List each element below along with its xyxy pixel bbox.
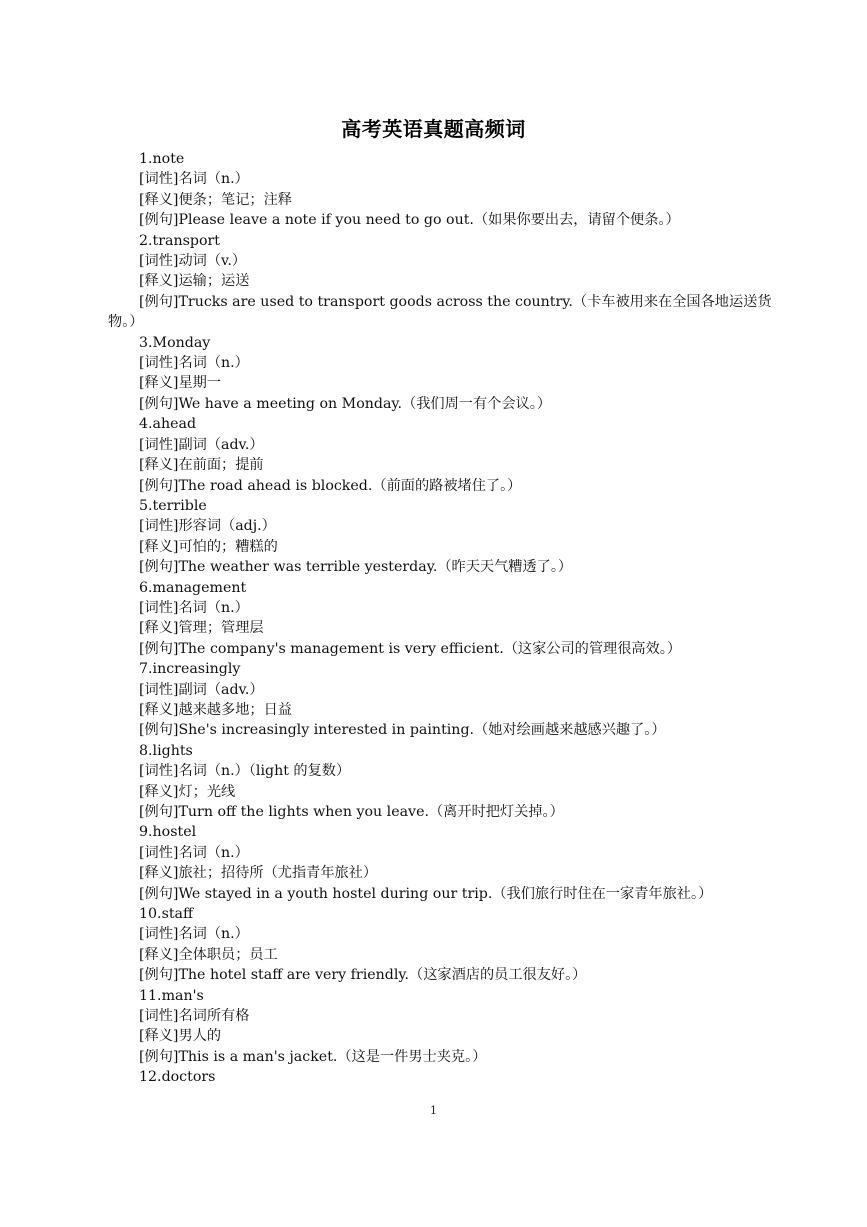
entry-word: 9.hostel xyxy=(139,824,197,841)
entry-meaning: [释义]管理；管理层 xyxy=(139,620,264,637)
entry-word: 12.doctors xyxy=(139,1069,216,1086)
entry-example: [例句]We have a meeting on Monday.（我们周一有个会议。） xyxy=(139,395,552,412)
entry-part-of-speech: [词性]名词（n.） xyxy=(139,355,249,372)
entry-word: 8.lights xyxy=(139,742,193,759)
entry-example: [例句]The weather was terrible yesterday.（昨天天气糟透了。） xyxy=(139,559,573,576)
entry-meaning: [释义]男人的 xyxy=(139,1028,222,1045)
entry-meaning: [释义]旅社；招待所（尤指青年旅社） xyxy=(139,865,378,882)
entry-example: [例句]She's increasingly interested in painting.（她对绘画越来越感兴趣了。） xyxy=(139,722,666,739)
entry-word: 10.staff xyxy=(139,906,194,923)
entry-part-of-speech: [词性]名词（n.） xyxy=(139,171,249,188)
vocab-entry xyxy=(108,578,776,660)
entry-example: [例句]The company's management is very efficient.（这家公司的管理很高效。） xyxy=(139,640,682,657)
page-number: 1 xyxy=(430,1104,437,1117)
entry-meaning: [释义]在前面；提前 xyxy=(139,457,264,474)
vocab-entry xyxy=(108,659,776,741)
entry-example: [例句]Turn off the lights when you leave.（离开时把灯关掉。） xyxy=(139,804,564,820)
entry-example: [例句]The road ahead is blocked.（前面的路被堵住了。） xyxy=(139,477,522,494)
entry-meaning: [释义]越来越多地；日益 xyxy=(139,701,292,718)
entry-part-of-speech: [词性]副词（adv.） xyxy=(139,681,264,698)
entry-meaning: [释义]灯；光线 xyxy=(139,783,236,800)
vocab-entry xyxy=(108,231,776,333)
entry-example: [例句]Please leave a note if you need to go out.（如果你要出去，请留个便条。） xyxy=(139,212,680,229)
entry-word: 6.management xyxy=(139,579,247,596)
entry-word: 5.terrible xyxy=(139,497,207,514)
entry-word: 7.increasingly xyxy=(139,661,241,678)
vocab-entry xyxy=(108,741,776,823)
entry-part-of-speech: [词性]副词（adv.） xyxy=(139,436,264,453)
entry-part-of-speech: [词性]形容词（adj.） xyxy=(139,518,276,535)
entry-part-of-speech: [词性]动词（v.） xyxy=(139,253,247,270)
vocab-entry xyxy=(108,149,776,231)
entry-meaning: [释义]便条；笔记；注释 xyxy=(139,191,292,208)
entry-meaning: [释义]运输；运送 xyxy=(139,273,250,290)
entry-word: 3.Monday xyxy=(139,334,211,351)
vocab-entry xyxy=(108,414,776,496)
entry-meaning: [释义]全体职员；员工 xyxy=(139,946,278,963)
entry-example: [例句]Trucks are used to transport goods across the country.（卡车被用来在全国各地运送货物。） xyxy=(108,293,772,331)
entry-part-of-speech: [词性]名词（n.） xyxy=(139,599,249,616)
vocab-entry xyxy=(108,986,776,1068)
vocab-entry xyxy=(108,1067,776,1087)
entry-example: [例句]The hotel staff are very friendly.（这家酒店的员工很友好。） xyxy=(139,967,587,984)
vocab-entry xyxy=(108,822,776,904)
entry-word: 4.ahead xyxy=(139,416,197,433)
entry-meaning: [释义]可怕的；糟糕的 xyxy=(139,538,278,555)
entry-part-of-speech: [词性]名词所有格 xyxy=(139,1008,250,1025)
entry-example: [例句]This is a man's jacket.（这是一件男士夹克。） xyxy=(139,1048,487,1065)
vocabulary-list xyxy=(108,149,776,1088)
entry-meaning: [释义]星期一 xyxy=(139,375,222,392)
entry-word: 11.man's xyxy=(139,987,204,1004)
entry-part-of-speech: [词性]名词（n.） xyxy=(139,926,249,943)
page-title: 高考英语真题高频词 xyxy=(341,117,526,141)
vocab-entry xyxy=(108,333,776,415)
vocab-entry xyxy=(108,904,776,986)
entry-word: 2.transport xyxy=(139,232,221,249)
vocab-entry xyxy=(108,496,776,578)
entry-word: 1.note xyxy=(139,151,185,167)
entry-example: [例句]We stayed in a youth hostel during our trip.（我们旅行时住在一家青年旅社。） xyxy=(139,885,713,902)
entry-part-of-speech: [词性]名词（n.）（light 的复数） xyxy=(139,763,351,780)
entry-part-of-speech: [词性]名词（n.） xyxy=(139,844,249,861)
